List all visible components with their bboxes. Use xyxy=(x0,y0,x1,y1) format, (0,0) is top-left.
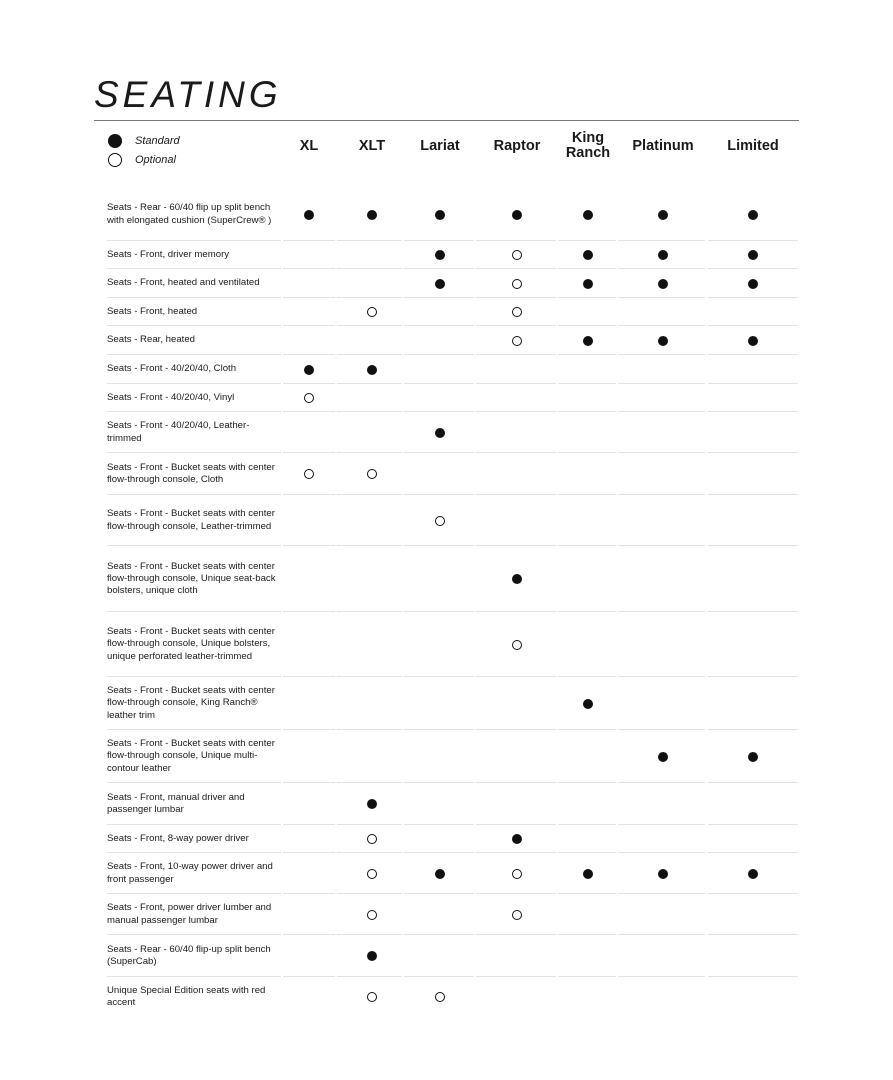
standard-mark-icon xyxy=(435,279,445,289)
optional-mark-icon xyxy=(512,869,522,879)
optional-mark-icon xyxy=(512,279,522,289)
column-header-xlt: XLT xyxy=(358,137,386,154)
standard-mark-icon xyxy=(583,869,593,879)
optional-mark-icon xyxy=(367,834,377,844)
legend-standard xyxy=(108,131,180,150)
standard-mark-icon xyxy=(748,336,758,346)
table-row xyxy=(94,677,799,730)
open-circle-icon xyxy=(108,153,122,167)
legend-optional-label: Optional xyxy=(135,153,176,166)
row-label: Seats - Rear - 60/40 flip-up split bench (SuperCab) xyxy=(107,943,271,967)
table-row xyxy=(94,412,799,453)
table-row xyxy=(94,453,799,495)
table-row xyxy=(94,783,799,825)
standard-mark-icon xyxy=(583,250,593,260)
optional-mark-icon xyxy=(367,869,377,879)
standard-mark-icon xyxy=(367,365,377,375)
column-header-limited: Limited xyxy=(727,137,779,154)
table-row xyxy=(94,495,799,546)
row-label: Seats - Front, manual driver and passenger lumbar xyxy=(107,791,245,815)
standard-mark-icon xyxy=(367,210,377,220)
row-label: Seats - Front - Bucket seats with center flow-through console, Cloth xyxy=(107,461,275,485)
standard-mark-icon xyxy=(658,869,668,879)
standard-mark-icon xyxy=(435,869,445,879)
optional-mark-icon xyxy=(512,336,522,346)
table-row xyxy=(94,612,799,677)
row-label: Seats - Front, 8-way power driver xyxy=(107,832,249,844)
standard-mark-icon xyxy=(583,210,593,220)
standard-mark-icon xyxy=(658,336,668,346)
standard-mark-icon xyxy=(583,336,593,346)
legend xyxy=(108,131,180,169)
row-label: Seats - Rear - 60/40 flip up split bench with elongated cushion (SuperCrew® ) xyxy=(107,202,272,226)
row-label: Seats - Front - 40/20/40, Cloth xyxy=(107,363,237,375)
standard-mark-icon xyxy=(512,574,522,584)
row-label: Seats - Front - Bucket seats with center flow-through console, Unique seat-back bolsters, unique cloth xyxy=(107,560,276,597)
row-label: Seats - Front, power driver lumber and manual passenger lumbar xyxy=(107,902,272,926)
row-label: Seats - Front - 40/20/40, Leather-trimmed xyxy=(107,420,250,444)
table-row xyxy=(94,241,799,269)
legend-optional xyxy=(108,150,180,169)
row-label: Seats - Front, heated xyxy=(107,305,198,317)
standard-mark-icon xyxy=(304,210,314,220)
legend-standard-label: Standard xyxy=(135,134,180,147)
optional-mark-icon xyxy=(512,910,522,920)
row-label: Seats - Rear, heated xyxy=(107,334,195,346)
table-row xyxy=(94,853,799,894)
optional-mark-icon xyxy=(304,469,314,479)
standard-mark-icon xyxy=(435,210,445,220)
row-label: Unique Special Edition seats with red accent xyxy=(107,984,266,1008)
table-row xyxy=(94,730,799,783)
column-header-xl: XL xyxy=(299,137,319,154)
title-divider xyxy=(94,120,799,121)
standard-mark-icon xyxy=(435,250,445,260)
row-label: Seats - Front, driver memory xyxy=(107,248,230,260)
optional-mark-icon xyxy=(367,910,377,920)
row-label: Seats - Front, 10-way power driver and front passenger xyxy=(107,861,273,885)
standard-mark-icon xyxy=(367,951,377,961)
standard-mark-icon xyxy=(658,250,668,260)
table-row xyxy=(94,825,799,853)
row-label: Seats - Front - Bucket seats with center flow-through console, King Ranch® leather trim xyxy=(107,685,275,721)
optional-mark-icon xyxy=(367,992,377,1002)
standard-mark-icon xyxy=(658,210,668,220)
standard-mark-icon xyxy=(583,279,593,289)
table-row xyxy=(94,935,799,977)
table-row xyxy=(94,355,799,384)
column-header-king-ranch: King Ranch xyxy=(565,130,611,161)
column-header-platinum: Platinum xyxy=(632,137,694,154)
filled-circle-icon xyxy=(108,134,122,148)
optional-mark-icon xyxy=(512,640,522,650)
table-row xyxy=(94,384,799,412)
optional-mark-icon xyxy=(512,307,522,317)
optional-mark-icon xyxy=(435,516,445,526)
optional-mark-icon xyxy=(512,250,522,260)
row-label: Seats - Front - 40/20/40, Vinyl xyxy=(107,391,235,403)
row-label: Seats - Front - Bucket seats with center flow-through console, Leather-trimmed xyxy=(107,508,275,532)
standard-mark-icon xyxy=(748,210,758,220)
column-header-lariat: Lariat xyxy=(420,137,460,154)
optional-mark-icon xyxy=(367,469,377,479)
row-label: Seats - Front - Bucket seats with center flow-through console, Unique multi-contour leather xyxy=(107,738,275,774)
table-row xyxy=(94,546,799,612)
optional-mark-icon xyxy=(435,992,445,1002)
table-row xyxy=(94,269,799,298)
standard-mark-icon xyxy=(658,752,668,762)
column-header-raptor: Raptor xyxy=(493,137,541,154)
standard-mark-icon xyxy=(658,279,668,289)
standard-mark-icon xyxy=(512,834,522,844)
standard-mark-icon xyxy=(512,210,522,220)
standard-mark-icon xyxy=(748,752,758,762)
standard-mark-icon xyxy=(748,250,758,260)
standard-mark-icon xyxy=(748,869,758,879)
optional-mark-icon xyxy=(367,307,377,317)
row-label: Seats - Front, heated and ventilated xyxy=(107,277,260,289)
page-title: SEATING xyxy=(94,74,282,115)
standard-mark-icon xyxy=(748,279,758,289)
standard-mark-icon xyxy=(304,365,314,375)
row-label: Seats - Front - Bucket seats with center flow-through console, Unique bolsters, unique perforated leather-trimmed xyxy=(107,626,275,662)
standard-mark-icon xyxy=(583,699,593,709)
standard-mark-icon xyxy=(435,428,445,438)
table-row xyxy=(94,894,799,935)
table-row xyxy=(94,326,799,355)
table-row xyxy=(94,977,799,1017)
standard-mark-icon xyxy=(367,799,377,809)
optional-mark-icon xyxy=(304,393,314,403)
table-row xyxy=(94,188,799,241)
table-row xyxy=(94,298,799,326)
